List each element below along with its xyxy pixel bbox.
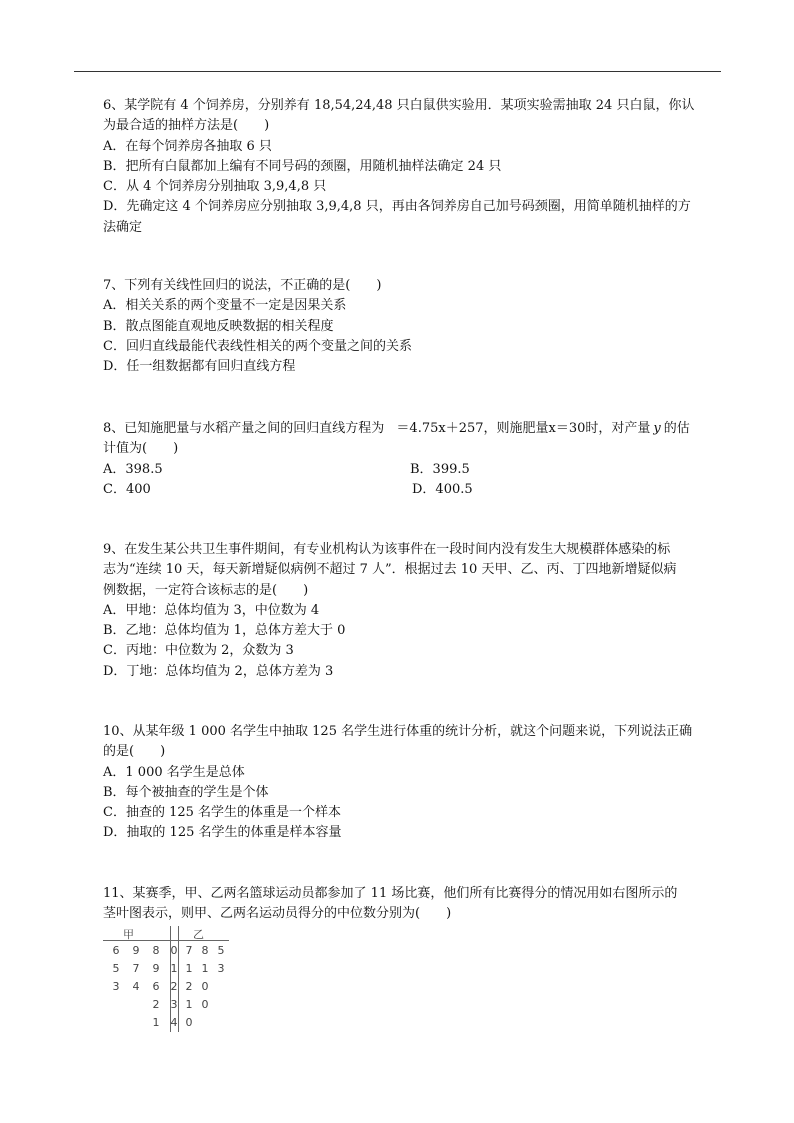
question-8-stem-line-1 — [103, 419, 721, 439]
question-10-option-b: B．每个被抽查的学生是个体 — [103, 784, 269, 800]
question-6-option-d: D．先确定这 4 个饲养房应分别抽取 3,9,4,8 只，再由各饲养房自己加号码颈圈，用简单随机抽样的方 — [103, 199, 691, 215]
question-6-option-a: A．在每个饲养房各抽取 6 只 — [103, 138, 272, 154]
question-9-option-d: D．丁地：总体均值为 2，总体方差为 3 — [103, 663, 334, 679]
stemleaf-stem: 3 — [170, 998, 178, 1011]
question-7-option-a: A．相关关系的两个变量不一定是因果关系 — [103, 298, 347, 314]
question-11-stem-line-1: 11、某赛季，甲、乙两名篮球运动员都参加了 11 场比赛，他们所有比赛得分的情况用如右图所示的 — [103, 886, 678, 901]
question-9-stem-line-1: 9、在发生某公共卫生事件期间，有专业机构认为该事件在一段时间内没有发生大规模群体感染的标 — [103, 542, 671, 557]
question-9-stem-line-3: 例数据，一定符合该标志的是( ) — [103, 582, 309, 598]
stemleaf-leaf-left: 5 — [112, 962, 120, 975]
question-8-option-b: B．399.5 — [410, 461, 470, 477]
stemleaf-leaf-right: 1 — [185, 962, 193, 975]
header-rule — [74, 71, 721, 72]
question-8 — [103, 419, 721, 500]
question-9-option-b: B．乙地：总体均值为 1，总体方差大于 0 — [103, 623, 346, 639]
question-8-option-c: C．400 — [103, 481, 151, 497]
stemleaf-leaf-right: 5 — [217, 944, 225, 957]
stemleaf-stem: 0 — [170, 944, 178, 957]
question-8-stem-part-a: 8、已知施肥量与水稻产量之间的回归直线方程为 — [103, 421, 385, 436]
stemleaf-leaf-right: 7 — [185, 944, 193, 957]
question-9-stem-line-2: 志为“连续 10 天，每天新增疑似病例不超过 7 人”．根据过去 10 天甲、乙、丙、丁四地新增疑似病 — [103, 562, 677, 578]
stemleaf-leaf-left: 7 — [132, 962, 140, 975]
condition-expression: x＝30 — [548, 421, 586, 436]
question-8-option-a: A．398.5 — [103, 461, 163, 477]
stemleaf-leaf-left: 2 — [152, 998, 160, 1011]
stemleaf-leaf-right: 3 — [217, 962, 225, 975]
regression-equation: ＝4.75x＋257 — [396, 421, 484, 436]
question-8-stem-part-c: 时，对产量 — [585, 421, 651, 436]
question-9-option-c: C．丙地：中位数为 2，众数为 3 — [103, 643, 294, 659]
question-7 — [103, 276, 721, 377]
stemleaf-stem: 4 — [170, 1016, 178, 1029]
stemleaf-leaf-right: 1 — [201, 962, 209, 975]
question-8-options-row-1 — [103, 460, 721, 480]
stemleaf-leaf-right: 8 — [201, 944, 209, 957]
stemleaf-leaf-left: 6 — [112, 944, 120, 957]
stem-and-leaf-plot — [103, 926, 229, 1032]
question-7-option-d: D．任一组数据都有回归直线方程 — [103, 359, 296, 375]
question-6 — [103, 96, 721, 238]
question-6-stem-line-1: 6、某学院有 4 个饲养房，分别养有 18,54,24,48 只白鼠供实验用．某项实验需抽取 24 只白鼠，你认 — [103, 98, 695, 113]
question-11-stem-line-2: 茎叶图表示，则甲、乙两名运动员得分的中位数分别为( ) — [103, 906, 452, 922]
stemleaf-leaf-right: 1 — [185, 998, 193, 1011]
stemleaf-leaf-left: 3 — [112, 980, 120, 993]
question-6-option-b: B．把所有白鼠都加上编有不同号码的颈圈，用随机抽样法确定 24 只 — [103, 158, 502, 174]
question-7-stem: 7、下列有关线性回归的说法，不正确的是( ) — [103, 278, 382, 293]
question-10 — [103, 722, 721, 844]
question-6-stem-line-2: 为最合适的抽样方法是( ) — [103, 118, 270, 134]
stemleaf-leaf-right: 0 — [185, 1016, 193, 1029]
stemleaf-header-right: 乙 — [193, 928, 204, 941]
stemleaf-header-rule — [103, 940, 229, 941]
question-10-stem-line-2: 的是( ) — [103, 744, 166, 760]
question-10-option-c: C．抽查的 125 名学生的体重是一个样本 — [103, 805, 342, 821]
question-10-option-a: A．1 000 名学生是总体 — [103, 764, 245, 780]
question-8-stem-part-d: 的估 — [663, 421, 690, 436]
question-10-stem-line-1: 10、从某年级 1 000 名学生中抽取 125 名学生进行体重的统计分析，就这个问题来说，下列说法正确 — [103, 724, 693, 739]
question-6-option-d-continued: 法确定 — [103, 219, 143, 235]
stemleaf-leaf-left: 6 — [152, 980, 160, 993]
question-8-stem-part-b: ，则施肥量 — [483, 421, 549, 436]
stemleaf-leaf-right: 0 — [201, 998, 209, 1011]
stemleaf-leaf-left: 8 — [152, 944, 160, 957]
question-10-option-d: D．抽取的 125 名学生的体重是样本容量 — [103, 825, 342, 841]
variable-y: y — [653, 421, 661, 436]
question-7-option-b: B．散点图能直观地反映数据的相关程度 — [103, 318, 334, 334]
stemleaf-stem: 1 — [170, 962, 178, 975]
question-6-option-c: C．从 4 个饲养房分别抽取 3,9,4,8 只 — [103, 179, 327, 195]
question-8-options-row-2 — [103, 480, 721, 500]
question-9 — [103, 540, 721, 682]
stemleaf-leaf-left: 1 — [152, 1016, 160, 1029]
question-9-option-a: A．甲地：总体均值为 3，中位数为 4 — [103, 602, 320, 618]
question-11 — [103, 884, 721, 925]
stemleaf-header-left: 甲 — [123, 928, 134, 941]
stemleaf-leaf-right: 0 — [201, 980, 209, 993]
question-7-option-c: C．回归直线最能代表线性相关的两个变量之间的关系 — [103, 338, 412, 354]
question-8-stem-line-2: 计值为( ) — [103, 441, 179, 457]
stemleaf-leaf-left: 9 — [152, 962, 160, 975]
stemleaf-leaf-left: 4 — [132, 980, 140, 993]
stemleaf-stem: 2 — [170, 980, 178, 993]
question-8-option-d: D．400.5 — [412, 481, 473, 497]
stemleaf-leaf-right: 2 — [185, 980, 193, 993]
stemleaf-leaf-left: 9 — [132, 944, 140, 957]
